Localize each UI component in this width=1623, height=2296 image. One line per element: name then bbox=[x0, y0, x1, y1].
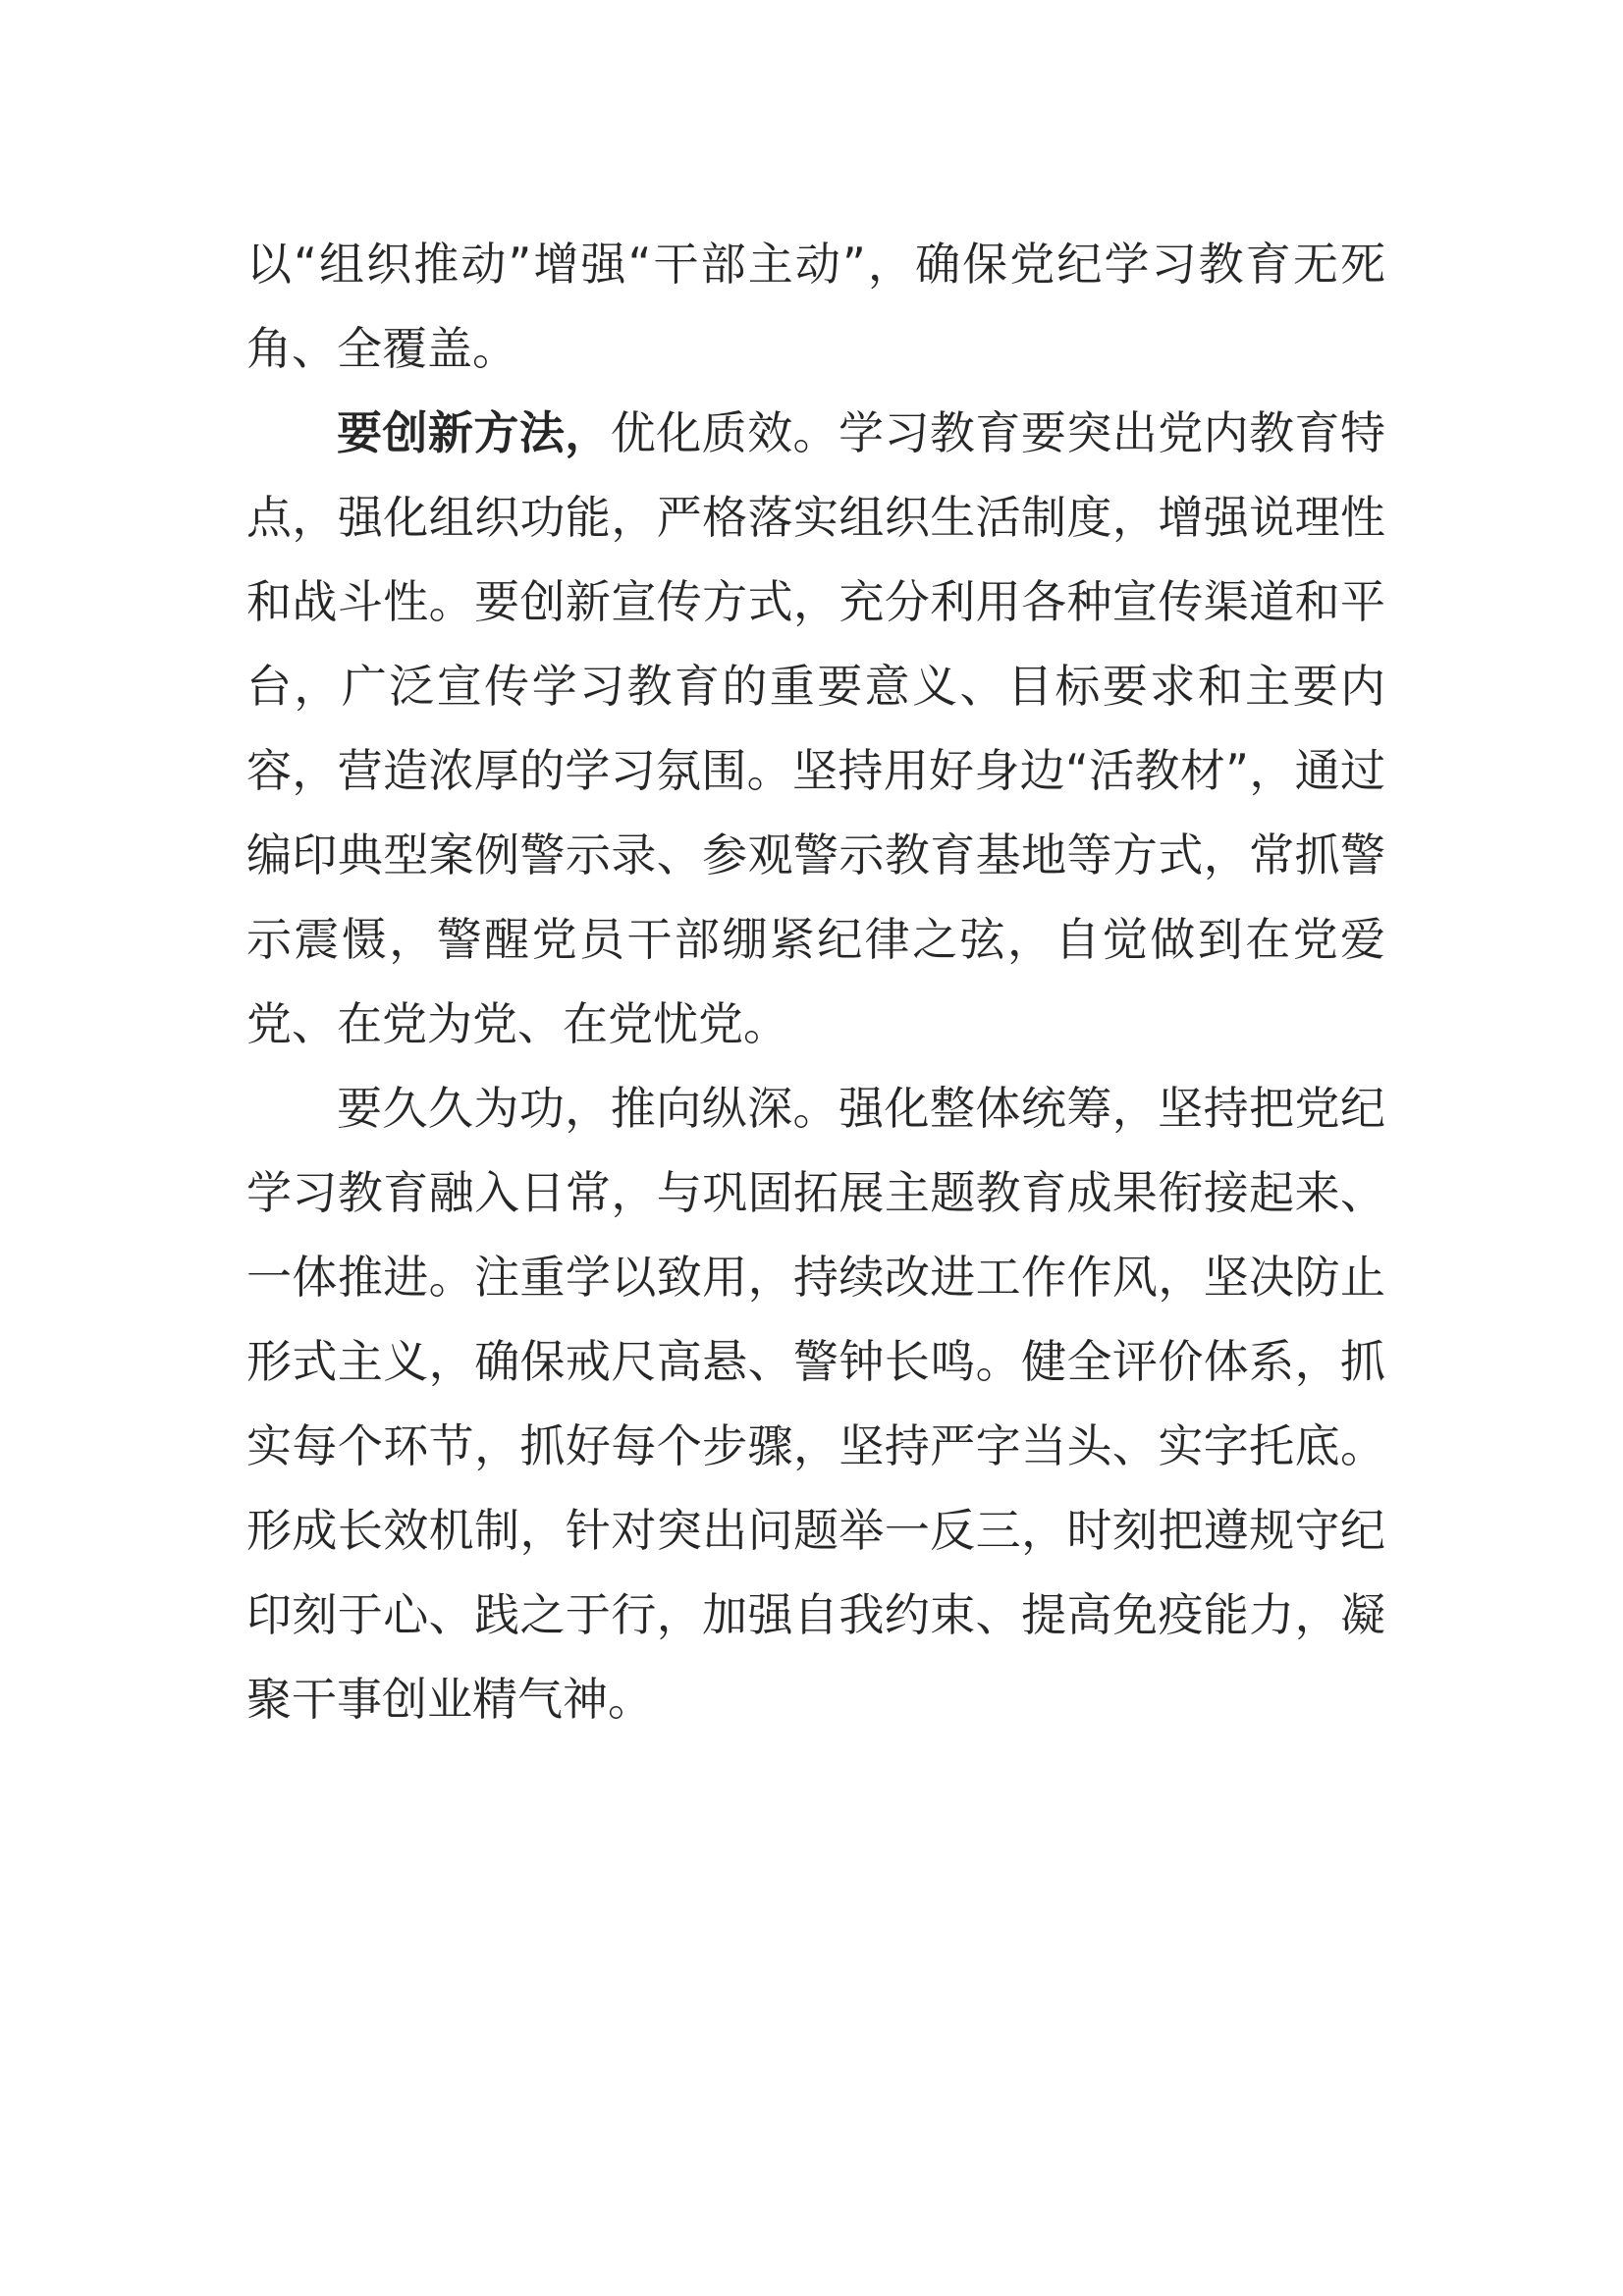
paragraph-1-text: 以“组织推动”增强“干部主动”，确保党纪学习教育无死角、全覆盖。 bbox=[246, 238, 1385, 375]
paragraph-2-text: 优化质效。学习教育要突出党内教育特点，强化组织功能，严格落实组织生活制度，增强说理性和战斗性。要创新宣传方式，充分利用各种宣传渠道和平台，广泛宣传学习教育的重要意义、目标要求和主要内容，营造浓厚的学习氛围。坚持用好身边“活教材”，通过编印典型案例警示录、参观警示教育基地等方式，常抓警示震慑，警醒党员干部绷紧纪律之弦，自觉做到在党爱党、在党为党、在党忧党。 bbox=[246, 406, 1386, 1050]
paragraph-3 bbox=[246, 1066, 1385, 1741]
paragraph-2-lead: 要创新方法， bbox=[337, 406, 611, 459]
paragraph-2 bbox=[246, 391, 1385, 1066]
paragraph-1 bbox=[246, 222, 1385, 391]
document-body bbox=[246, 222, 1385, 1741]
paragraph-3-text: 要久久为功，推向纵深。强化整体统筹，坚持把党纪学习教育融入日常，与巩固拓展主题教育成果衔接起来、一体推进。注重学以致用，持续改进工作作风，坚决防止形式主义，确保戒尺高悬、警钟长鸣。健全评价体系，抓实每个环节，抓好每个步骤，坚持严字当头、实字托底。形成长效机制，针对突出问题举一反三，时刻把遵规守纪印刻于心、践之于行，加强自我约束、提高免疫能力，凝聚干事创业精气神。 bbox=[246, 1082, 1385, 1726]
